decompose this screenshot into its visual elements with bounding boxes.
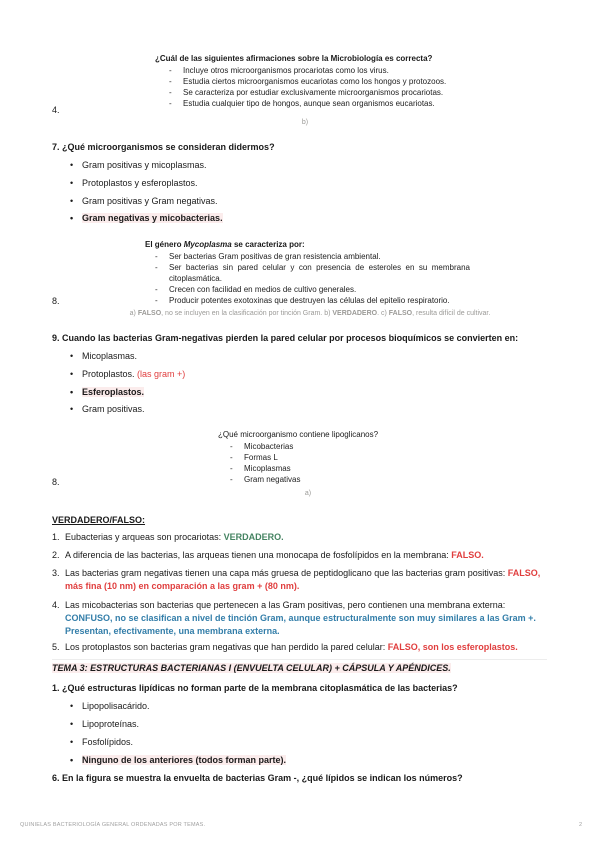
q8b-option: - Micobacterias (228, 441, 418, 452)
vf-statement: 3. Las bacterias gram negativas tienen una capa más gruesa de peptidoglicano que las bacterias gram positivas: FALSO, más fina (10 nm) en comparación a las gram + (80 nm). (52, 568, 541, 591)
q8b-answer: a) (304, 490, 312, 497)
t3q1-title: 1. ¿Qué estructuras lipídicas no forman parte de la membrana citoplasmática de las bacterias? (52, 683, 458, 693)
q8-mycoplasma-image (145, 240, 470, 306)
q8a-number: 8. (52, 296, 60, 306)
q8a-option: - Ser bacterias Gram positivas de gran resistencia ambiental. (153, 251, 470, 262)
q8b-question: ¿Qué microorganismo contiene lipoglicanos? (218, 430, 379, 439)
q9-option: • Protoplastos. (las gram +) (82, 369, 185, 381)
footer-title: QUINIELAS BACTERIOLOGÍA GENERAL ORDENADAS POR TEMAS. (20, 822, 206, 828)
q8a-answer: a) FALSO, no se incluyen en la clasificación por tinción Gram. b) VERDADERO. c) FALSO, resulta difícil de cultivar. (129, 310, 491, 317)
vf-statement: 4. Las micobacterias son bacterias que pertenecen a las Gram positivas, pero contienen una membrana externa: CONFUSO, no se clasifican a nivel de tinción Gram, aunque estructuralmente son muy similares a las Gram +. Presentan, efectivamente, una membrana externa. (52, 600, 536, 636)
q8-lipoglicanos-image (218, 430, 418, 485)
q7-option: • Gram positivas y Gram negativas. (82, 196, 218, 208)
q4-answer: b) (301, 119, 309, 126)
q4-option: - Incluye otros microorganismos procariotas como los virus. (167, 65, 475, 76)
q4-option: - Estudia cualquier tipo de hongos, aunque sean organismos eucariotas. (167, 98, 475, 109)
t3q1-option: • Fosfolípidos. (82, 737, 133, 749)
q9-correct-option: • Esferoplastos. (82, 387, 144, 399)
t3q1-correct-option: • Ninguno de los anteriores (todos forman parte). (82, 755, 286, 767)
q4-image (155, 54, 475, 109)
q8a-option: - Crecen con facilidad en medios de cultivo generales. (153, 284, 470, 295)
q4-number: 4. (52, 105, 60, 115)
q8b-option: - Micoplasmas (228, 463, 418, 474)
vf-statement: 5. Los protoplastos son bacterias gram negativas que han perdido la pared celular: FALSO, son los esferoplastos. (52, 642, 518, 652)
page-number: 2 (578, 822, 582, 828)
q8b-option: - Gram negativas (228, 474, 418, 485)
q4-option: - Estudia ciertos microorganismos eucariotas como los hongos y protozoos. (167, 76, 475, 87)
q8b-option: - Formas L (228, 452, 418, 463)
vf-statement: 2. A diferencia de las bacterias, las arqueas tienen una monocapa de fosfolípidos en la membrana: FALSO. (52, 550, 484, 560)
q7-correct-option: • Gram negativas y micobacterias. (82, 213, 223, 225)
q8a-option: - Ser bacterias sin pared celular y con presencia de esteroles en su membrana citoplasmática. (153, 262, 470, 284)
vf-title: VERDADERO/FALSO: (52, 515, 146, 525)
q9-title: 9. Cuando las bacterias Gram-negativas pierden la pared celular por procesos bioquímicos se convierten en: (52, 333, 519, 343)
q8a-option: - Producir potentes exotoxinas que destruyen las células del epitelio respiratorio. (153, 295, 470, 306)
q8b-number: 8. (52, 477, 60, 487)
vf-statement: 1. Eubacterias y arqueas son procariotas: VERDADERO. (52, 532, 284, 542)
q4-question: ¿Cuál de las siguientes afirmaciones sobre la Microbiología es correcta? (155, 54, 433, 63)
q7-option: • Protoplastos y esferoplastos. (82, 178, 198, 190)
q8a-question: El género Mycoplasma se caracteriza por: (145, 240, 305, 249)
q9-option: • Gram positivas. (82, 404, 145, 416)
q9-option: • Micoplasmas. (82, 351, 137, 363)
q9-option-note: (las gram +) (137, 369, 186, 379)
q7-option: • Gram positivas y micoplasmas. (82, 160, 207, 172)
q4-option: - Se caracteriza por estudiar exclusivamente microorganismos procariotas. (167, 87, 475, 98)
t3q1-option: • Lipoproteínas. (82, 719, 139, 731)
q7-title: 7. ¿Qué microorganismos se consideran didermos? (52, 142, 275, 152)
topic-heading: TEMA 3: ESTRUCTURAS BACTERIANAS I (ENVUELTA CELULAR) + CÁPSULA Y APÉNDICES. (52, 663, 451, 673)
t3q1-option: • Lipopolisacárido. (82, 701, 150, 713)
t3q6-title: 6. En la figura se muestra la envuelta de bacterias Gram -, ¿qué lípidos se indican los números? (52, 773, 463, 783)
section-divider (52, 659, 547, 660)
